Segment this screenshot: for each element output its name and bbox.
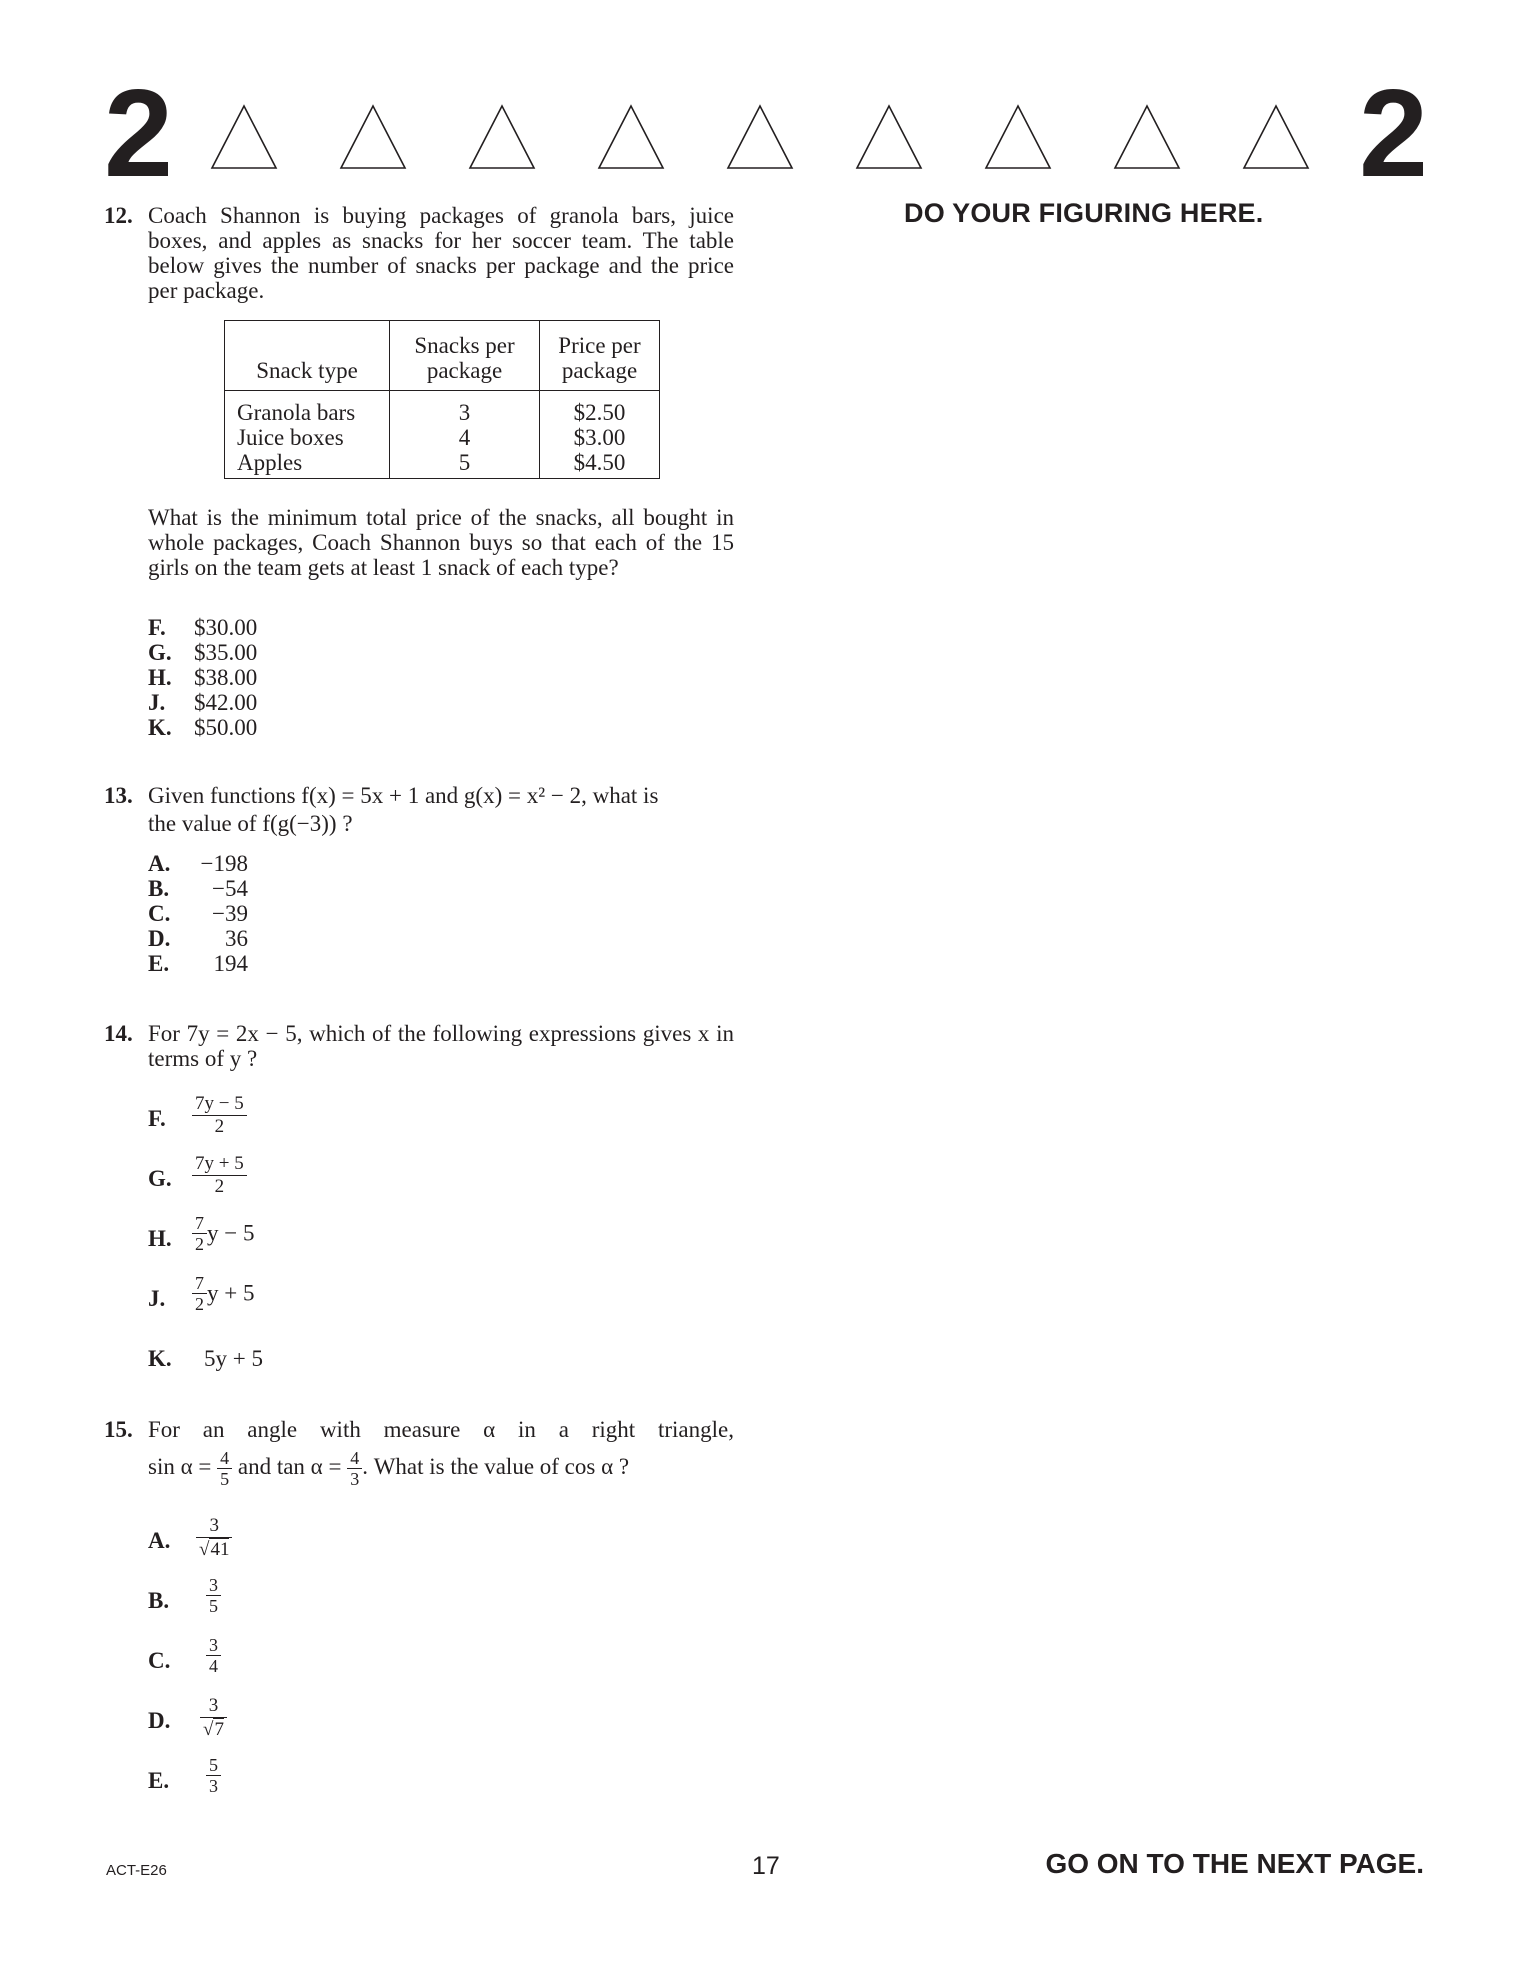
fraction-denominator: 2: [214, 1176, 225, 1197]
table-cell-value: Juice boxes: [237, 425, 344, 450]
section-number-right: 2: [1359, 65, 1426, 203]
option-label: F.: [148, 1106, 166, 1131]
fraction: [192, 1213, 207, 1254]
fraction-numerator: 4: [217, 1448, 232, 1469]
fraction-numerator: 3: [206, 1575, 221, 1596]
table-cell-value: 5: [458, 450, 471, 475]
table-header-cell: Snack type: [225, 321, 390, 391]
question-12: [104, 203, 734, 303]
form-id: ACT-E26: [106, 1862, 167, 1879]
option-label: C.: [148, 901, 171, 926]
table-header-text: Snacks per package: [414, 333, 515, 383]
option-label: J.: [148, 1286, 166, 1311]
fraction-denominator: 2: [214, 1116, 225, 1137]
table-cell: [225, 391, 390, 479]
table-cell-value: Granola bars: [237, 400, 356, 425]
triangle-icon: [341, 106, 405, 168]
question-text-line: Given functions f(x) = 5x + 1 and g(x) = x² − 2, what is: [148, 783, 659, 808]
fraction-denominator: 3: [209, 1776, 218, 1796]
option-expression: [206, 1755, 221, 1796]
option-label: K.: [148, 715, 172, 740]
triangle-icon: [1244, 106, 1308, 168]
fraction-denominator: 2: [195, 1294, 204, 1314]
option-value: $30.00: [194, 615, 258, 640]
question-12-prompt: [104, 505, 734, 580]
triangle-icon: [212, 106, 276, 168]
question-15: [104, 1417, 734, 1489]
option-value: 36: [225, 926, 248, 951]
option-label: B.: [148, 876, 170, 901]
fraction: [192, 1273, 207, 1314]
fraction-numerator: 7y + 5: [192, 1153, 247, 1176]
fraction-denominator: 5: [209, 1596, 218, 1616]
tan-prefix: and tan α =: [237, 1453, 342, 1479]
option-expression: [196, 1515, 232, 1561]
option-value: 5y + 5: [204, 1346, 263, 1371]
triangle-icon: [599, 106, 663, 168]
option-label: A.: [148, 851, 171, 876]
question-number: 14.: [104, 1021, 133, 1046]
question-text-line: the value of f(g(−3)) ?: [148, 811, 353, 836]
fraction: [196, 1515, 232, 1561]
triangle-divider: [204, 104, 1324, 174]
table-header-row: [225, 321, 660, 391]
fraction: [206, 1575, 221, 1616]
question-text: [148, 1417, 734, 1489]
option-label: H.: [148, 665, 172, 690]
triangle-icon: [986, 106, 1050, 168]
fraction-numerator: 3: [200, 1695, 227, 1718]
page-number: 17: [752, 1852, 780, 1880]
fraction-denominator: √7: [203, 1719, 224, 1740]
option-label: G.: [148, 1166, 172, 1191]
question-text-line: [148, 1448, 734, 1489]
question-13: [104, 783, 734, 836]
fraction-numerator: 7: [192, 1213, 207, 1234]
option-expression: [200, 1695, 227, 1741]
question-14: [104, 1021, 734, 1071]
fraction-denominator: 5: [220, 1469, 230, 1489]
fraction: [206, 1755, 221, 1796]
fraction: [206, 1635, 221, 1676]
fraction-numerator: 3: [206, 1635, 221, 1656]
table-cell-value: Apples: [237, 450, 303, 475]
question-text: [148, 783, 734, 836]
fraction-denominator: 4: [209, 1656, 218, 1676]
fraction-denominator: 3: [350, 1469, 360, 1489]
next-page-label: GO ON TO THE NEXT PAGE.: [1045, 1848, 1424, 1879]
option-expression: [192, 1213, 254, 1254]
table-cell-value: $3.00: [573, 425, 626, 450]
option-label: J.: [148, 690, 166, 715]
fraction: [347, 1448, 362, 1489]
fraction-numerator: 7: [192, 1273, 207, 1294]
option-label: E.: [148, 951, 170, 976]
section-number-left: 2: [104, 65, 171, 203]
question-number: 15.: [104, 1417, 133, 1442]
table-cell-value: 4: [458, 425, 471, 450]
option-label: D.: [148, 1708, 171, 1733]
option-label: A.: [148, 1528, 171, 1553]
question-number: 12.: [104, 203, 133, 228]
option-label: E.: [148, 1768, 170, 1793]
table-cell-value: $2.50: [573, 400, 626, 425]
radicand: 41: [210, 1539, 230, 1560]
option-label: D.: [148, 926, 171, 951]
option-label: B.: [148, 1588, 170, 1613]
option-value: −198: [200, 851, 248, 876]
table-cell-value: 3: [458, 400, 471, 425]
fraction: [192, 1153, 247, 1198]
option-value: $38.00: [194, 665, 258, 690]
question-number: 13.: [104, 783, 133, 808]
table-header-cell: [540, 321, 660, 391]
option-label: K.: [148, 1346, 172, 1371]
fraction-numerator: 4: [347, 1448, 362, 1469]
sin-prefix: sin α =: [148, 1453, 212, 1479]
triangle-icon: [857, 106, 921, 168]
option-label: G.: [148, 640, 172, 665]
option-value: $35.00: [194, 640, 258, 665]
option-value: 194: [213, 951, 248, 976]
question-text: For 7y = 2x − 5, which of the following expressions gives x in terms of y ?: [148, 1021, 734, 1071]
question-text: What is the minimum total price of the snacks, all bought in whole packages, Coach Shannon buys so that each of the 15 girls on the team gets at least 1 snack of each type?: [148, 505, 734, 580]
question-text: Coach Shannon is buying packages of granola bars, juice boxes, and apples as snacks for her soccer team. The table below gives the number of snacks per package and the price per package.: [148, 203, 734, 303]
triangle-icon: [728, 106, 792, 168]
table-cell: [390, 391, 540, 479]
fraction: [217, 1448, 232, 1489]
option-value: $42.00: [194, 690, 258, 715]
fraction-denominator: 2: [195, 1234, 204, 1254]
option-value: $50.00: [194, 715, 258, 740]
fraction-numerator: 5: [206, 1755, 221, 1776]
table-header-cell: [390, 321, 540, 391]
option-label: C.: [148, 1648, 171, 1673]
question-text-line: For an angle with measure α in a right triangle,: [148, 1417, 734, 1442]
fraction-denominator: √41: [199, 1539, 230, 1560]
triangle-icon: [470, 106, 534, 168]
figuring-label: DO YOUR FIGURING HERE.: [904, 198, 1264, 228]
fraction-numerator: 7y − 5: [192, 1093, 247, 1116]
question-tail: . What is the value of cos α ?: [362, 1453, 630, 1479]
option-expression: [192, 1273, 254, 1314]
table-cell-value: $4.50: [573, 450, 626, 475]
snack-table: [224, 320, 660, 479]
expression-tail: y + 5: [207, 1280, 255, 1306]
option-value: −54: [212, 876, 248, 901]
table-cell: [540, 391, 660, 479]
expression-tail: y − 5: [207, 1220, 255, 1246]
option-value: −39: [212, 901, 248, 926]
radicand: 7: [214, 1719, 224, 1740]
option-expression: [192, 1093, 247, 1138]
option-expression: [206, 1635, 221, 1676]
option-label: F.: [148, 615, 166, 640]
triangle-icon: [1115, 106, 1179, 168]
option-expression: [206, 1575, 221, 1616]
option-expression: [192, 1153, 247, 1198]
option-label: H.: [148, 1226, 172, 1251]
table-header-text: Price per package: [558, 333, 641, 383]
table-body: [225, 391, 660, 479]
fraction-numerator: 3: [196, 1515, 232, 1538]
fraction: [200, 1695, 227, 1741]
fraction: [192, 1093, 247, 1138]
